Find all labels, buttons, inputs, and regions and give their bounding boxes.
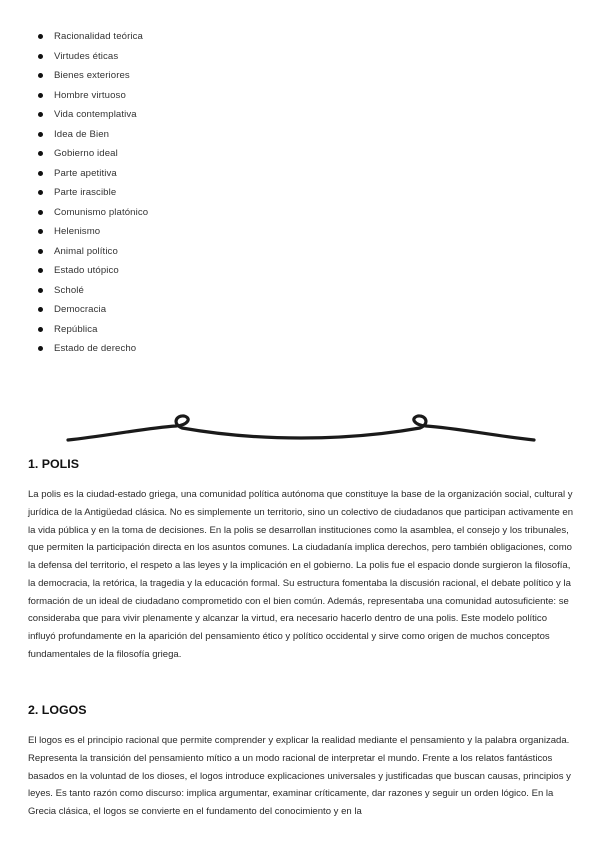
- list-item: [38, 261, 148, 281]
- list-item: [38, 105, 148, 125]
- list-item: [38, 183, 148, 203]
- bullet-dot-icon: [38, 346, 43, 351]
- list-item: [38, 164, 148, 184]
- list-item-label: Racionalidad teórica: [54, 31, 143, 43]
- list-item: [38, 281, 148, 301]
- section-body-polis: La polis es la ciudad-estado griega, una comunidad política autónoma que constituye la base de la organización social, cultural y jurídica de la Antigüedad clásica. No es simplemente un territorio, sino un colectivo de ciudadanos que participan activamente en la vida pública y en la toma de decisiones. En la polis se desarrollan instituciones como la asamblea, el consejo y los tribunales, que permiten la participación directa en los asuntos comunes. La ciudadanía implica derechos, pero también obligaciones, como la defensa del territorio, el respeto a las leyes y la implicación en el gobierno. La polis fue el espacio donde surgieron la filosofía, la democracia, la retórica, la tragedia y la educación formal. Su estructura fomentaba la discusión racional, el debate político y la formación de un ideal de ciudadano comprometido con el bien común. Además, representaba una comunidad autosuficiente: se consideraba que para vivir plenamente y alcanzar la virtud, era necesario hacerlo dentro de una polis. Este modelo político influyó profundamente en la aparición del pensamiento ético y político occidental y sirve como origen de muchos conceptos fundamentales de la filosofía griega.: [28, 489, 574, 660]
- bullet-dot-icon: [38, 229, 43, 234]
- list-item-label: Comunismo platónico: [54, 206, 149, 218]
- list-item: [38, 27, 148, 47]
- list-item: [38, 242, 148, 262]
- list-item-label: República: [54, 323, 98, 335]
- bullet-dot-icon: [38, 190, 43, 195]
- section-body-logos: El logos es el principio racional que permite comprender y explicar la realidad mediante el pensamiento y la palabra organizada. Representa la transición del pensamiento mítico a un modo racional de interpretar el mundo. Frente a los relatos fantásticos basados en la voluntad de los dioses, el logos introduce explicaciones universales y justificadas que buscan causas, principios y leyes. Es tanto razón como discurso: implica argumentar, examinar críticamente, dar razones y seguir un orden lógico. En la Grecia clásica, el logos se convierte en el fundamento del conocimiento y en la: [28, 735, 571, 817]
- list-item-label: Scholé: [54, 284, 84, 296]
- bullet-dot-icon: [38, 307, 43, 312]
- list-item: [38, 203, 148, 223]
- list-item: [38, 47, 148, 67]
- list-item-label: Hombre virtuoso: [54, 89, 126, 101]
- bullet-dot-icon: [38, 288, 43, 293]
- list-item-label: Bienes exteriores: [54, 70, 130, 82]
- list-item: [38, 222, 148, 242]
- concept-list: [38, 27, 148, 359]
- bullet-dot-icon: [38, 34, 43, 39]
- bullet-dot-icon: [38, 112, 43, 117]
- section-heading-logos: 2. LOGOS: [28, 703, 87, 717]
- bullet-dot-icon: [38, 132, 43, 137]
- bullet-dot-icon: [38, 54, 43, 59]
- bullet-dot-icon: [38, 73, 43, 78]
- bullet-dot-icon: [38, 249, 43, 254]
- list-item: [38, 125, 148, 145]
- list-item-label: Vida contemplativa: [54, 109, 137, 121]
- list-item-label: Estado utópico: [54, 265, 119, 277]
- bullet-dot-icon: [38, 327, 43, 332]
- bullet-dot-icon: [38, 210, 43, 215]
- list-item: [38, 339, 148, 359]
- bullet-dot-icon: [38, 151, 43, 156]
- bullet-dot-icon: [38, 268, 43, 273]
- section-heading-polis: 1. POLIS: [28, 457, 79, 471]
- list-item-label: Helenismo: [54, 226, 101, 238]
- list-item-label: Estado de derecho: [54, 343, 137, 355]
- list-item-label: Parte apetitiva: [54, 167, 117, 179]
- list-item: [38, 66, 148, 86]
- list-item-label: Idea de Bien: [54, 128, 110, 140]
- swirl-divider-icon: [66, 412, 536, 450]
- list-item: [38, 320, 148, 340]
- list-item: [38, 300, 148, 320]
- list-item-label: Democracia: [54, 304, 107, 316]
- list-item: [38, 144, 148, 164]
- list-item-label: Virtudes éticas: [54, 50, 119, 62]
- list-item-label: Animal político: [54, 245, 118, 257]
- bullet-dot-icon: [38, 93, 43, 98]
- list-item: [38, 86, 148, 106]
- list-item-label: Parte irascible: [54, 187, 117, 199]
- bullet-dot-icon: [38, 171, 43, 176]
- list-item-label: Gobierno ideal: [54, 148, 118, 160]
